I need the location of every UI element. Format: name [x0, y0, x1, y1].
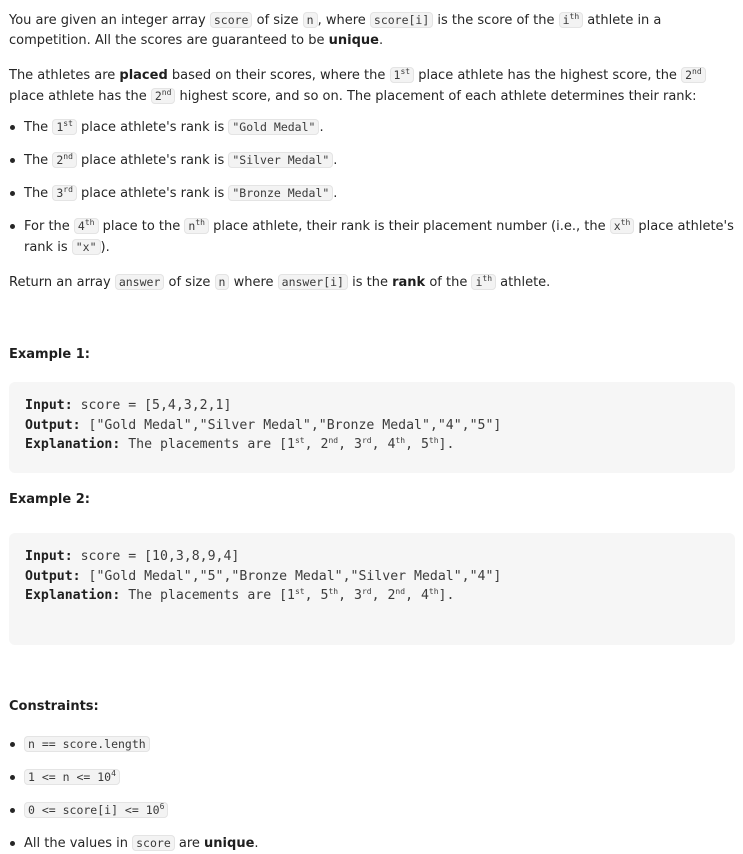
code-base: 2: [154, 89, 162, 103]
inline-code-bronze-medal: "Bronze Medal": [228, 185, 333, 201]
text: All the values in: [24, 836, 133, 851]
separator: ,: [405, 588, 421, 603]
inline-code-nth: [184, 218, 209, 234]
explanation-label: Explanation:: [25, 588, 121, 603]
inline-code-constraint-score-range: [24, 802, 168, 818]
text: ).: [100, 240, 110, 255]
text: is the score of the: [433, 13, 559, 28]
intro-paragraph-2: [9, 65, 735, 107]
intro-paragraph-1: [9, 0, 735, 51]
list-item: [9, 833, 735, 854]
example-2-output-line: [25, 567, 719, 587]
placement-superscript: nd: [395, 587, 406, 596]
separator: ,: [338, 437, 354, 452]
input-value: score = [10,3,8,9,4]: [72, 549, 240, 564]
text: of size: [252, 13, 303, 28]
output-value: ["Gold Medal","Silver Medal","Bronze Medal","4","5"]: [80, 417, 502, 433]
list-item: [9, 800, 735, 821]
constraints-list: [9, 734, 735, 854]
code-superscript: nd: [63, 152, 73, 161]
code-base: 1: [56, 120, 64, 134]
inline-code-ith: [471, 274, 496, 290]
inline-code-answer: answer: [115, 274, 165, 290]
placement: 5: [320, 588, 329, 603]
code-base: 0 <= score[i] <= 10: [28, 803, 160, 817]
inline-code-n: n: [303, 12, 318, 28]
code-superscript: st: [400, 67, 411, 76]
text: place athlete has the: [9, 89, 151, 104]
list-item: [9, 183, 735, 204]
example-1-explanation-line: [25, 435, 719, 455]
text: Return an array: [9, 275, 115, 290]
code-superscript: th: [195, 218, 205, 227]
placement-superscript: th: [428, 436, 439, 445]
inline-code-score: score: [210, 12, 253, 28]
text: based on their scores, where the: [167, 68, 390, 83]
example-1-output-line: [25, 416, 719, 436]
placement-superscript: th: [428, 587, 439, 596]
code-superscript: th: [84, 218, 95, 227]
text: The: [24, 120, 53, 135]
inline-code-silver-medal: "Silver Medal": [228, 152, 333, 168]
return-paragraph: [9, 272, 735, 293]
example-1-input-line: [25, 396, 719, 416]
text: highest score, and so on. The placement of each athlete determines their rank:: [175, 89, 697, 104]
output-label: Output:: [25, 417, 81, 433]
text: .: [333, 153, 338, 168]
code-base: 2: [56, 153, 64, 167]
text: athlete in a competition. All the scores are guaranteed to be: [9, 13, 662, 48]
text: place athlete's rank is: [76, 120, 229, 135]
separator: ,: [304, 437, 321, 452]
text: .: [333, 186, 338, 201]
inline-code-gold-medal: "Gold Medal": [228, 119, 319, 135]
text: The: [24, 186, 53, 201]
text: athlete.: [496, 275, 551, 290]
code-superscript: rd: [63, 185, 73, 194]
text: place athlete's rank is: [76, 186, 229, 201]
code-superscript: st: [63, 119, 73, 128]
inline-code-constraint-length: n == score.length: [24, 736, 150, 752]
example-1-code-block: [9, 382, 735, 473]
code-base: 1: [393, 68, 401, 82]
separator: ,: [405, 437, 421, 452]
placement-superscript: rd: [361, 587, 372, 596]
bold-placed: placed: [119, 68, 168, 83]
inline-code-ith: [559, 12, 584, 28]
placement-superscript: rd: [361, 436, 372, 445]
inline-code-2nd: [681, 67, 706, 83]
inline-code-2nd: [151, 88, 176, 104]
list-item: [9, 216, 735, 258]
input-value: score = [5,4,3,2,1]: [72, 398, 232, 413]
inline-code-constraint-n-range: [24, 769, 120, 785]
code-base: x: [613, 219, 621, 233]
text: place to the: [98, 219, 185, 234]
text: are: [174, 836, 205, 851]
inline-code-2nd: [52, 152, 77, 168]
text: The athletes are: [9, 68, 120, 83]
code-superscript: th: [569, 12, 580, 21]
inline-code-xth: [610, 218, 635, 234]
text: .: [319, 120, 324, 135]
inline-code-1st: [390, 67, 415, 83]
text: .: [254, 836, 259, 851]
inline-code-x: "x": [72, 239, 101, 255]
list-item: [9, 767, 735, 788]
text: The: [24, 153, 53, 168]
placement: 5: [420, 437, 429, 452]
placement: 2: [320, 437, 329, 452]
input-label: Input:: [25, 549, 73, 564]
placement: 1: [287, 437, 295, 452]
input-label: Input:: [25, 398, 73, 413]
code-superscript: 6: [159, 802, 165, 811]
output-value: ["Gold Medal","5","Bronze Medal","Silver Medal","4"]: [80, 568, 502, 584]
text: place athlete has the highest score, the: [414, 68, 682, 83]
placement: 2: [387, 588, 396, 603]
text: where: [229, 275, 278, 290]
bold-unique: unique: [328, 33, 379, 48]
separator: ,: [338, 588, 354, 603]
separator: ,: [371, 588, 388, 603]
inline-code-4th: [74, 218, 99, 234]
bold-unique: unique: [204, 836, 255, 851]
code-superscript: th: [482, 274, 493, 283]
text: of size: [164, 275, 215, 290]
code-superscript: th: [620, 218, 631, 227]
inline-code-n: n: [215, 274, 230, 290]
example-1-heading: Example 1:: [9, 347, 90, 362]
explanation-label: Explanation:: [25, 437, 121, 452]
separator: ,: [304, 588, 321, 603]
code-base: 2: [685, 68, 692, 82]
inline-code-answer-i: answer[i]: [278, 274, 348, 290]
text: .: [379, 33, 384, 48]
code-base: i: [562, 13, 570, 27]
code-superscript: nd: [161, 88, 172, 97]
output-label: Output:: [25, 568, 81, 584]
placement-superscript: st: [294, 436, 305, 445]
example-2-heading: Example 2:: [9, 492, 90, 507]
bold-rank: rank: [392, 275, 426, 290]
text: You are given an integer array: [9, 13, 210, 28]
code-base: 1 <= n <= 10: [28, 770, 112, 784]
example-2-input-line: [25, 547, 719, 567]
placement-superscript: th: [328, 587, 339, 596]
text: of the: [425, 275, 472, 290]
explanation-text: The placements are [: [120, 588, 288, 603]
constraints-heading: Constraints:: [9, 699, 99, 714]
placement: 3: [353, 588, 362, 603]
placement-superscript: st: [294, 587, 305, 596]
text: place athlete, their rank is their placement number (i.e., the: [208, 219, 610, 234]
example-2-explanation-line: [25, 586, 719, 606]
text: place athlete's rank is: [76, 153, 229, 168]
explanation-text: ].: [438, 588, 455, 603]
list-item: [9, 734, 735, 755]
text: For the: [24, 219, 74, 234]
example-2-code-block: [9, 533, 735, 645]
placement: 1: [287, 588, 295, 603]
placement: 4: [420, 588, 429, 603]
code-superscript: nd: [692, 67, 702, 76]
explanation-text: ].: [438, 437, 455, 452]
placement: 4: [387, 437, 396, 452]
inline-code-score: score: [132, 835, 175, 851]
inline-code-1st: [52, 119, 77, 135]
placement-superscript: nd: [328, 436, 339, 445]
code-base: 4: [77, 219, 85, 233]
inline-code-3rd: [52, 185, 77, 201]
code-base: i: [475, 275, 483, 289]
code-base: n: [188, 219, 196, 233]
text: , where: [317, 13, 370, 28]
rank-list: [9, 117, 735, 258]
inline-code-score-i: score[i]: [370, 12, 433, 28]
placement-superscript: th: [395, 436, 406, 445]
list-item: [9, 117, 735, 138]
text: place athlete's rank is: [24, 219, 734, 255]
code-base: 3: [56, 186, 64, 200]
text: is the: [347, 275, 393, 290]
code-superscript: 4: [111, 769, 116, 778]
placement: 3: [353, 437, 362, 452]
explanation-text: The placements are [: [120, 437, 288, 452]
separator: ,: [371, 437, 388, 452]
list-item: [9, 150, 735, 171]
